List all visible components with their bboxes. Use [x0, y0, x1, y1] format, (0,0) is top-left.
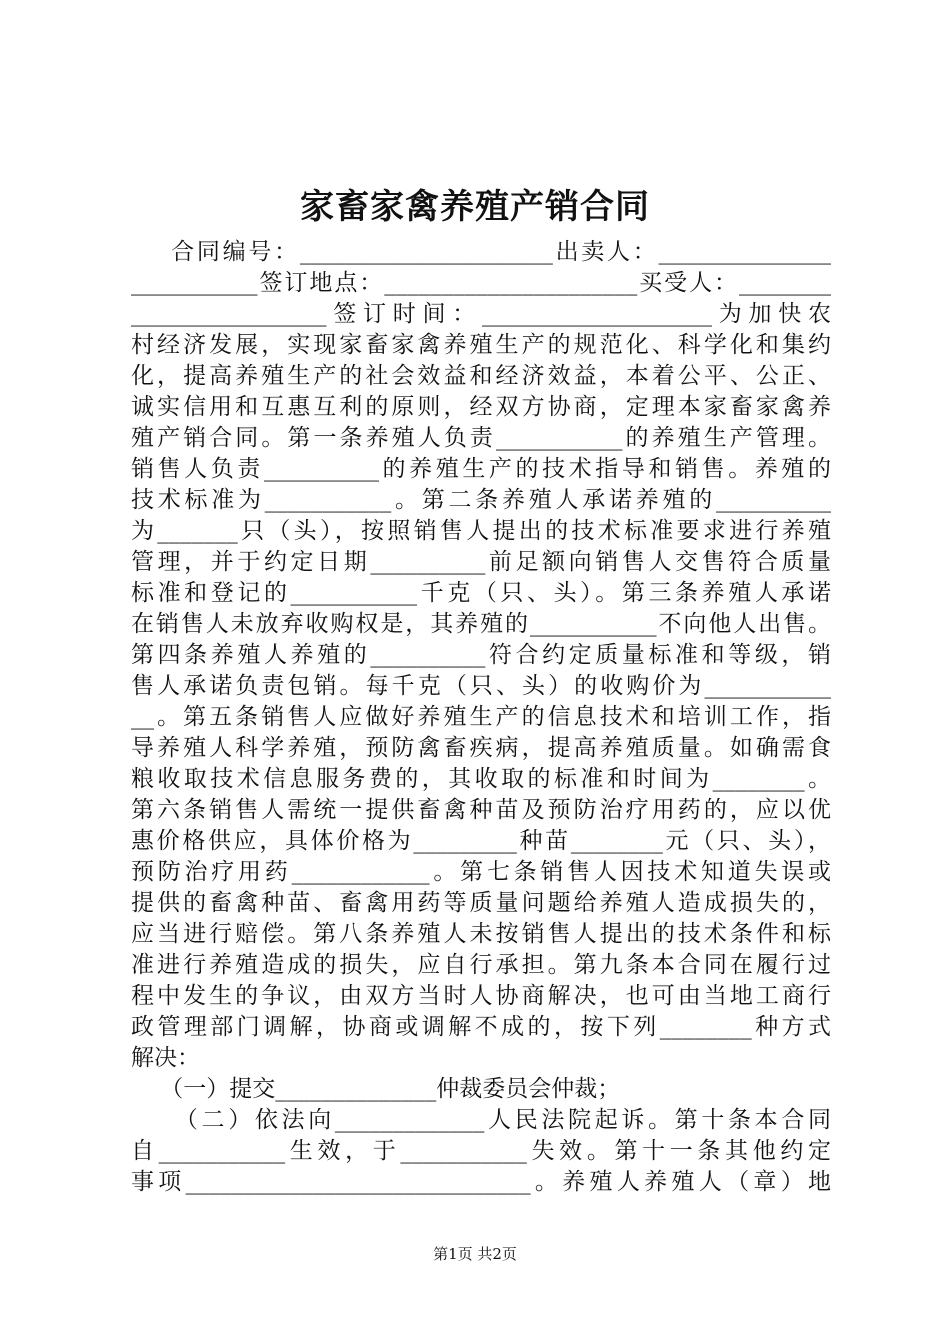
contract-body — [131, 237, 831, 1198]
body-line: 程中发生的争议，由双方当时人协商解决，也可由当地工商行 — [131, 983, 831, 1009]
body-line: 提供的畜禽种苗、畜禽用药等质量问题给养殖人造成损失的， — [131, 890, 831, 916]
body-line: 第六条销售人需统一提供畜禽种苗及预防治疗用药的，应以优 — [131, 797, 831, 823]
body-line: 管理，并于约定日期__________前足额向销售人交售符合质量 — [131, 549, 831, 575]
body-line: 在销售人未放弃收购权是，其养殖的___________不向他人出售。 — [131, 611, 831, 637]
body-line: 为_______只（头），按照销售人提出的技术标准要求进行养殖 — [131, 518, 831, 544]
body-line: 应当进行赔偿。第八条养殖人未按销售人提出的技术条件和标 — [131, 921, 831, 947]
body-line: 惠价格供应，具体价格为_________种苗________元（只、头）， — [131, 828, 831, 854]
body-line: 销售人负责__________的养殖生产的技术指导和销售。养殖的 — [131, 456, 831, 482]
body-line: 标准和登记的___________千克（只、头）。第三条养殖人承诺 — [131, 580, 831, 606]
body-line: 售人承诺负责包销。每千克（只、头）的收购价为___________ — [131, 673, 831, 699]
body-line: 政管理部门调解，协商或调解不成的，按下列________种方式 — [131, 1014, 831, 1040]
body-line: 诚实信用和互惠互利的原则，经双方协商，定理本家畜家禽养 — [131, 394, 831, 420]
body-line: 解决： — [131, 1045, 200, 1071]
body-line: 自___________生效，于___________失效。第十一条其他约定 — [131, 1138, 831, 1164]
body-line: _________________签订时间：____________________为加快农 — [131, 301, 831, 327]
body-line: ___________签订地点：______________________买受人：________ — [131, 270, 831, 296]
body-line: 村经济发展，实现家畜家禽养殖生产的规范化、科学化和集约 — [131, 332, 831, 358]
body-line: 粮收取技术信息服务费的，其收取的标准和时间为________。 — [131, 766, 831, 792]
body-line: （二）依法向_____________人民法院起诉。第十条本合同 — [131, 1107, 831, 1133]
body-line: 事项______________________________。养殖人养殖人（章）地 — [131, 1169, 831, 1195]
body-line: 预防治疗用药____________。第七条销售人因技术知道失误或 — [131, 859, 831, 885]
body-line: 化，提高养殖生产的社会效益和经济效益，本着公平、公正、 — [131, 363, 831, 389]
body-line: 合同编号：______________________出卖人：_______________ — [131, 239, 831, 265]
body-line: （一）提交______________仲裁委员会仲裁； — [131, 1076, 621, 1102]
body-line: 导养殖人科学养殖，预防禽畜疾病，提高养殖质量。如确需食 — [131, 735, 831, 761]
body-line: 技术标准为___________。第二条养殖人承诺养殖的__________ — [131, 487, 831, 513]
body-line: 第四条养殖人养殖的__________符合约定质量标准和等级，销 — [131, 642, 831, 668]
page-footer: 第1页 共2页 — [433, 1245, 517, 1263]
body-line: 殖产销合同。第一条养殖人负责___________的养殖生产管理。 — [131, 425, 831, 451]
body-line: 准进行养殖造成的损失，应自行承担。第九条本合同在履行过 — [131, 952, 831, 978]
body-line: __。第五条销售人应做好养殖生产的信息技术和培训工作，指 — [131, 704, 831, 730]
document-title: 家畜家禽养殖产销合同 — [300, 187, 650, 227]
